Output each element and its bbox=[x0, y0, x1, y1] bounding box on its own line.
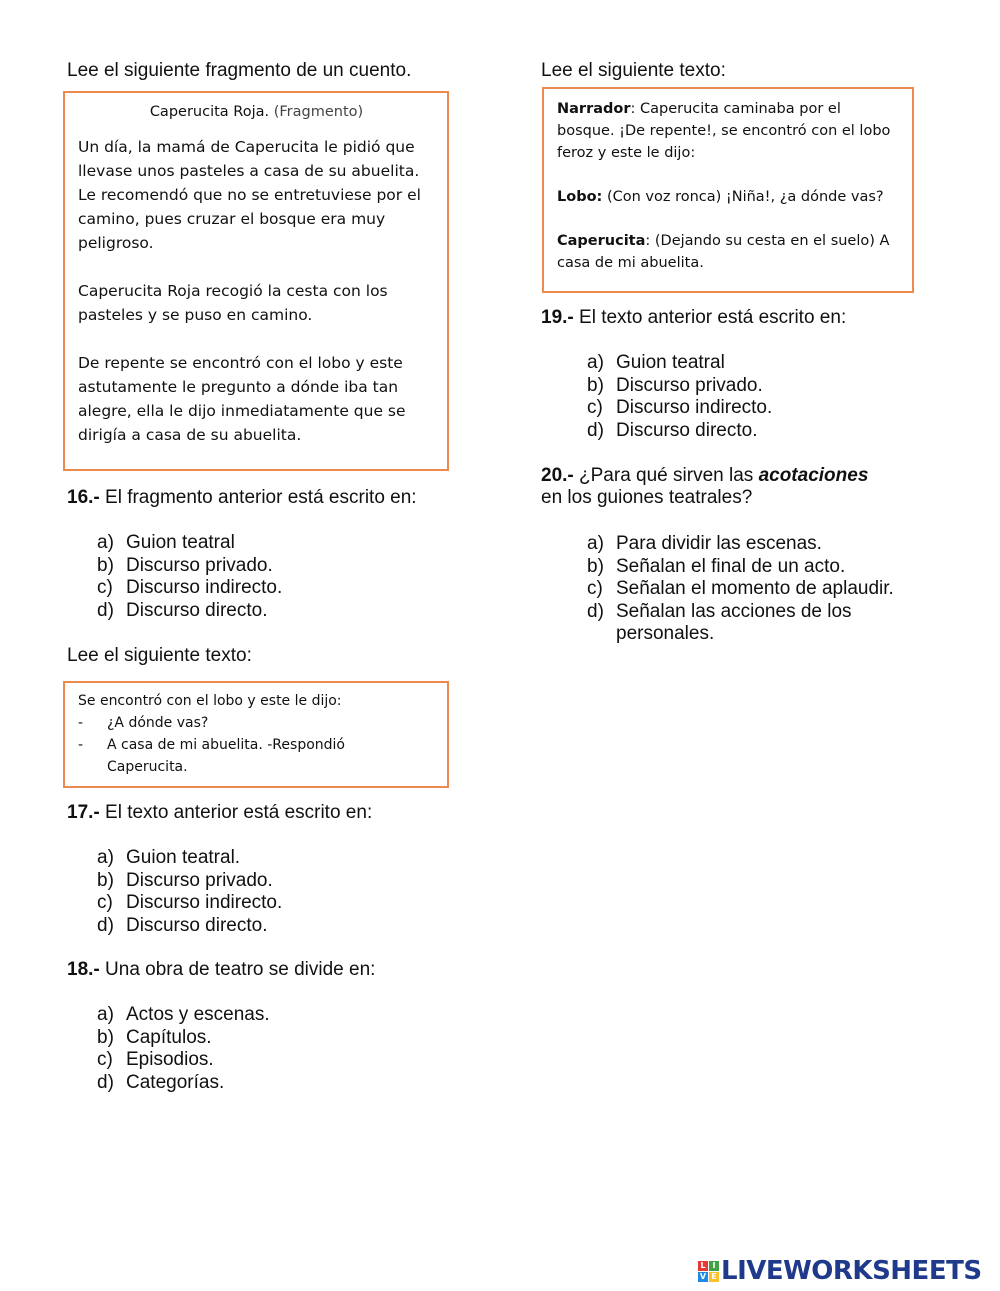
story-paragraph: Caperucita Roja recogió la cesta con los pasteles y se puso en camino. bbox=[78, 282, 388, 324]
option-letter: c) bbox=[587, 397, 603, 418]
question-text: El texto anterior está escrito en: bbox=[105, 802, 373, 823]
option-text: Guion teatral bbox=[616, 352, 725, 373]
question-text: ¿Para qué sirven las bbox=[579, 465, 754, 486]
question-emphasis: acotaciones bbox=[758, 465, 869, 486]
option-b[interactable] bbox=[97, 1027, 437, 1050]
option-d[interactable] bbox=[97, 600, 437, 623]
option-letter: b) bbox=[97, 554, 114, 576]
option-letter: b) bbox=[97, 1026, 114, 1048]
option-d[interactable] bbox=[587, 601, 917, 646]
option-text: Guion teatral bbox=[126, 532, 235, 553]
story-title-sep: . bbox=[264, 104, 270, 120]
option-text: Actos y escenas. bbox=[126, 1004, 270, 1025]
logo-text: LIVEWORKSHEETS bbox=[721, 1256, 982, 1286]
logo-icon-letter: L bbox=[698, 1261, 708, 1271]
intro-text-right: Lee el siguiente texto: bbox=[541, 60, 726, 81]
option-letter: a) bbox=[587, 533, 604, 554]
question-20 bbox=[541, 465, 901, 509]
story-box bbox=[63, 91, 449, 471]
option-letter: c) bbox=[97, 577, 113, 598]
story-title-note: (Fragmento) bbox=[273, 104, 364, 120]
option-text: Discurso privado. bbox=[616, 374, 763, 396]
story-paragraph: Un día, la mamá de Caperucita le pidió que llevase unos pasteles a casa de su abuelita. Le recomendó que no se entretuviese por el camino, pues cruzar el bosque era muy peligroso. bbox=[78, 138, 421, 252]
option-a[interactable] bbox=[587, 533, 917, 556]
option-c[interactable] bbox=[97, 892, 437, 915]
question-number: 19.- bbox=[541, 307, 574, 328]
option-letter: b) bbox=[97, 869, 114, 891]
question-16 bbox=[67, 487, 447, 509]
question-number: 17.- bbox=[67, 802, 100, 823]
option-letter: a) bbox=[97, 1004, 114, 1025]
logo-icon bbox=[698, 1261, 719, 1282]
option-text: Discurso indirecto. bbox=[126, 892, 283, 913]
dialog-item bbox=[78, 712, 435, 734]
question-17 bbox=[67, 802, 447, 824]
options-17 bbox=[97, 847, 437, 937]
options-20 bbox=[587, 533, 917, 646]
question-19 bbox=[541, 307, 941, 329]
script-caperucita bbox=[557, 230, 900, 274]
option-letter: c) bbox=[587, 578, 603, 599]
dialog-item bbox=[78, 734, 435, 778]
option-a[interactable] bbox=[97, 1004, 437, 1027]
options-16 bbox=[97, 532, 437, 622]
intro-fragment: Lee el siguiente fragmento de un cuento. bbox=[67, 60, 412, 81]
question-text-cont: en los guiones teatrales? bbox=[541, 487, 753, 508]
option-b[interactable] bbox=[587, 375, 917, 398]
option-c[interactable] bbox=[587, 397, 917, 420]
option-letter: a) bbox=[97, 532, 114, 553]
intro-text-2: Lee el siguiente texto: bbox=[67, 645, 252, 666]
story-title bbox=[78, 103, 435, 121]
option-letter: d) bbox=[587, 419, 604, 441]
option-text: Guion teatral. bbox=[126, 847, 241, 868]
speaker-label: Narrador bbox=[557, 101, 631, 117]
option-a[interactable] bbox=[97, 532, 437, 555]
option-a[interactable] bbox=[97, 847, 437, 870]
option-d[interactable] bbox=[587, 420, 917, 443]
options-19 bbox=[587, 352, 917, 442]
option-letter: c) bbox=[97, 892, 113, 913]
dialog-box bbox=[63, 681, 449, 788]
option-d[interactable] bbox=[97, 915, 437, 938]
speaker-label: Caperucita bbox=[557, 233, 646, 249]
option-letter: c) bbox=[97, 1049, 113, 1070]
option-text: Discurso privado. bbox=[126, 554, 273, 576]
question-number: 18.- bbox=[67, 959, 100, 980]
question-18 bbox=[67, 959, 447, 981]
dialog-line: Se encontró con el lobo y este le dijo: bbox=[78, 693, 342, 709]
liveworksheets-logo bbox=[698, 1256, 982, 1286]
option-letter: d) bbox=[97, 599, 114, 621]
option-text: Para dividir las escenas. bbox=[616, 533, 822, 554]
option-text: Discurso directo. bbox=[126, 914, 268, 936]
story-title-text: Caperucita Roja bbox=[149, 104, 265, 120]
question-text: Una obra de teatro se divide en: bbox=[105, 959, 376, 980]
option-text: Discurso directo. bbox=[616, 419, 758, 441]
option-text: Discurso privado. bbox=[126, 869, 273, 891]
speaker-line: : (Dejando su cesta en el suelo) A casa de mi abuelita. bbox=[557, 233, 890, 271]
option-c[interactable] bbox=[97, 1049, 437, 1072]
logo-icon-letter: I bbox=[709, 1261, 719, 1271]
option-letter: b) bbox=[587, 555, 604, 577]
logo-icon-letter: E bbox=[709, 1272, 719, 1282]
option-b[interactable] bbox=[97, 555, 437, 578]
script-narrador bbox=[557, 98, 900, 164]
option-text: Discurso indirecto. bbox=[616, 397, 773, 418]
script-lobo bbox=[557, 186, 900, 208]
option-b[interactable] bbox=[97, 870, 437, 893]
question-number: 16.- bbox=[67, 487, 100, 508]
option-text: Capítulos. bbox=[126, 1026, 212, 1048]
question-text: El fragmento anterior está escrito en: bbox=[105, 487, 417, 508]
dash: - bbox=[78, 737, 84, 753]
option-text: Discurso indirecto. bbox=[126, 577, 283, 598]
dash: - bbox=[78, 715, 84, 731]
option-a[interactable] bbox=[587, 352, 917, 375]
question-number: 20.- bbox=[541, 465, 574, 486]
script-box bbox=[542, 87, 914, 293]
option-letter: b) bbox=[587, 374, 604, 396]
option-text: Categorías. bbox=[126, 1071, 225, 1093]
dialog-item-text: A casa de mi abuelita. -Respondió Caperucita. bbox=[107, 737, 345, 775]
question-text: El texto anterior está escrito en: bbox=[579, 307, 847, 328]
option-text: Señalan el final de un acto. bbox=[616, 555, 846, 577]
option-letter: d) bbox=[97, 1071, 114, 1093]
option-letter: d) bbox=[587, 600, 604, 622]
story-paragraph: De repente se encontró con el lobo y este astutamente le pregunto a dónde iba tan alegre, ella le dijo inmediatamente que se dirigía a casa de su abuelita. bbox=[78, 354, 406, 444]
speaker-line: : Caperucita caminaba por el bosque. ¡De repente!, se encontró con el lobo feroz y este le dijo: bbox=[557, 101, 891, 161]
option-text: Señalan las acciones de los personales. bbox=[616, 600, 852, 644]
speaker-line: (Con voz ronca) ¡Niña!, ¿a dónde vas? bbox=[602, 189, 884, 205]
option-letter: d) bbox=[97, 914, 114, 936]
option-letter: a) bbox=[97, 847, 114, 868]
options-18 bbox=[97, 1004, 437, 1094]
option-c[interactable] bbox=[587, 578, 917, 601]
option-text: Episodios. bbox=[126, 1049, 214, 1070]
option-letter: a) bbox=[587, 352, 604, 373]
logo-icon-letter: V bbox=[699, 1271, 707, 1281]
option-c[interactable] bbox=[97, 577, 437, 600]
option-text: Señalan el momento de aplaudir. bbox=[616, 578, 894, 599]
option-b[interactable] bbox=[587, 556, 917, 579]
dialog-item-text: ¿A dónde vas? bbox=[107, 715, 209, 731]
speaker-label: Lobo: bbox=[557, 189, 603, 205]
option-d[interactable] bbox=[97, 1072, 437, 1095]
option-text: Discurso directo. bbox=[126, 599, 268, 621]
